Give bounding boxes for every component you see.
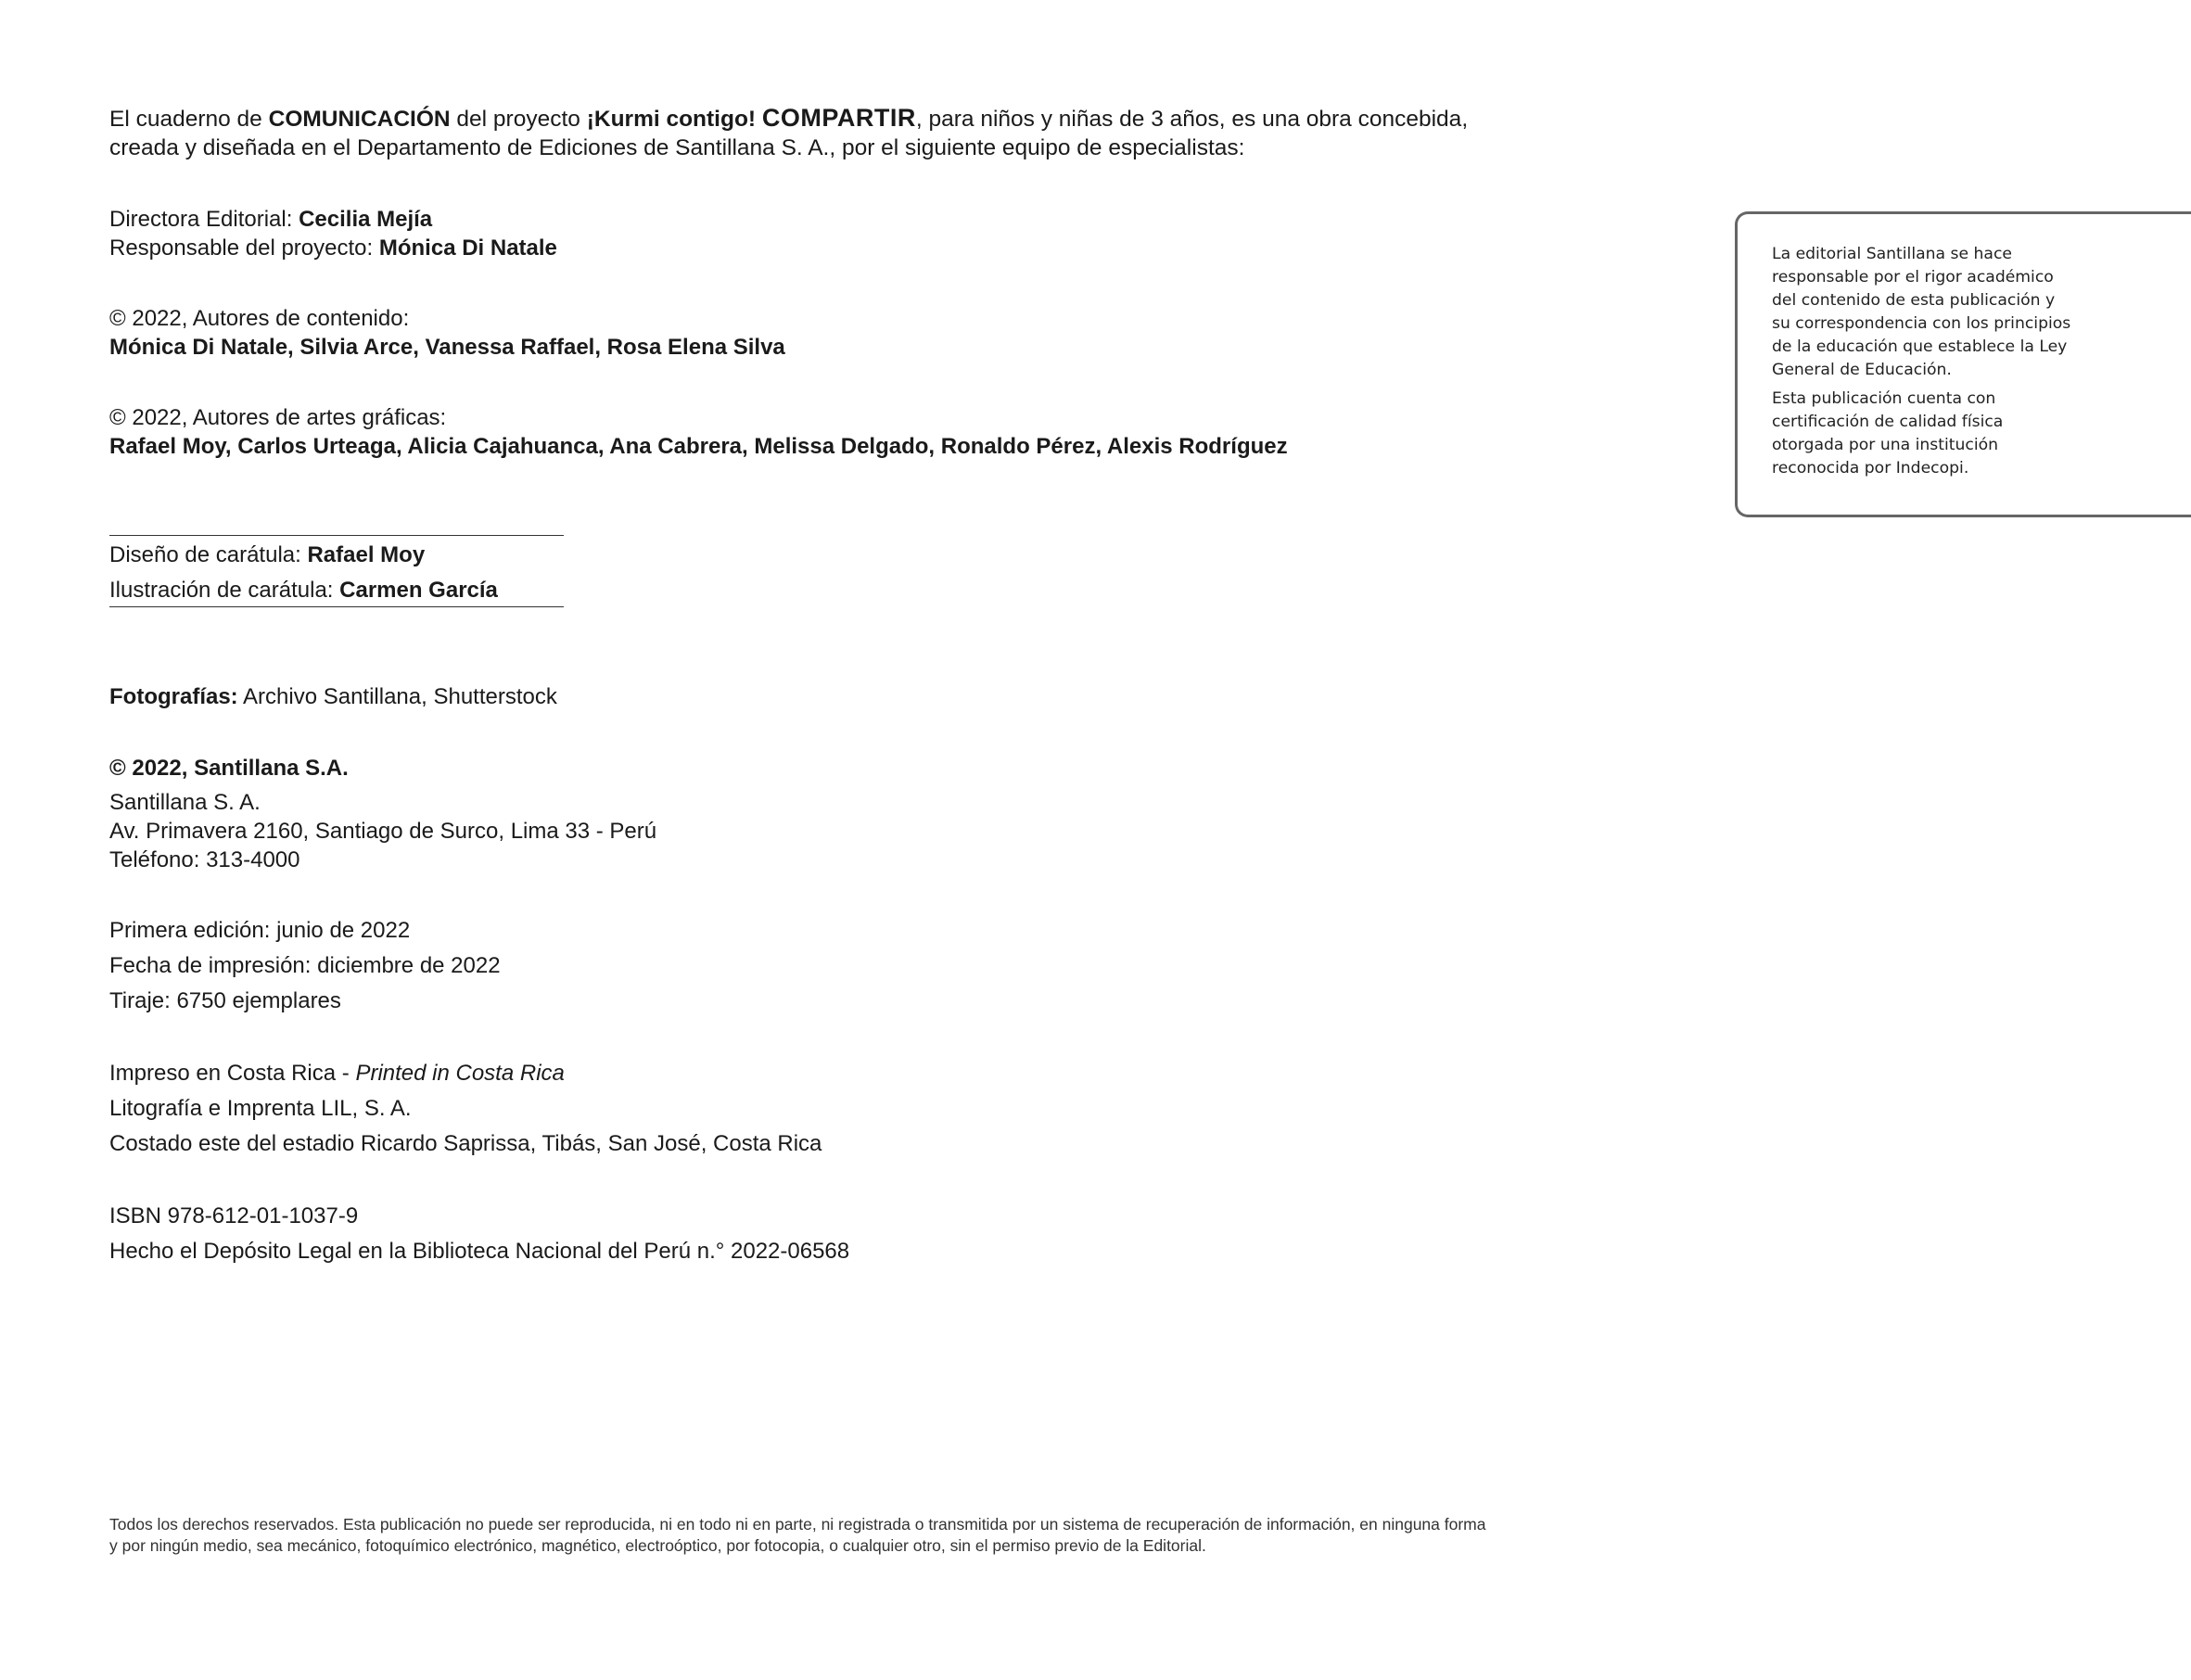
printed-in: Impreso en Costa Rica -	[109, 1061, 356, 1086]
publisher-phone: Teléfono: 313-4000	[109, 847, 300, 872]
rights-line-1: Todos los derechos reservados. Esta publicación no puede ser reproducida, ni en todo ni en parte, ni registrada o transmitida por un sistema de recuperación de información, en ninguna forma	[109, 1515, 1486, 1534]
publisher-address: Av. Primavera 2160, Santiago de Surco, Lima 33 - Perú	[109, 819, 657, 844]
printing-info	[109, 1056, 822, 1162]
photos-value: Archivo Santillana, Shutterstock	[237, 684, 557, 709]
divider	[109, 606, 564, 607]
rights-notice	[109, 1514, 1485, 1557]
cover-design-label: Diseño de carátula:	[109, 542, 308, 567]
content-authors-label: © 2022, Autores de contenido:	[109, 306, 410, 331]
first-edition: Primera edición: junio de 2022	[109, 918, 411, 943]
project-lead-name: Mónica Di Natale	[378, 235, 557, 261]
rights-line-2: y por ningún medio, sea mecánico, fotoquímico electrónico, magnético, electroóptico, por fotocopia, o cualquier otro, sin el permiso previo de la Editorial.	[109, 1536, 1206, 1555]
cover-design-name: Rafael Moy	[307, 542, 426, 567]
subject-name: COMUNICACIÓN	[268, 107, 451, 132]
printed-in-line	[109, 1056, 822, 1091]
photos-credit	[109, 682, 557, 711]
director-label: Directora Editorial:	[109, 207, 299, 232]
cover-illustration-label: Ilustración de carátula:	[109, 578, 340, 603]
printer-address: Costado este del estadio Ricardo Saprissa, Tibás, San José, Costa Rica	[109, 1131, 822, 1156]
responsibility-notice-text	[1772, 243, 2078, 486]
intro-text: El cuaderno de	[109, 107, 269, 132]
isbn-info	[109, 1199, 849, 1269]
cover-credits	[109, 538, 498, 608]
printed-in-english: Printed in Costa Rica	[355, 1061, 565, 1086]
printer-name: Litografía e Imprenta LIL, S. A.	[109, 1096, 412, 1121]
intro-line-1	[109, 104, 1468, 134]
graphic-authors	[109, 403, 1288, 461]
intro-line-2: creada y diseñada en el Departamento de Ediciones de Santillana S. A., por el siguiente equipo de especialistas:	[109, 135, 1245, 160]
graphic-authors-label: © 2022, Autores de artes gráficas:	[109, 405, 447, 430]
legal-deposit: Hecho el Depósito Legal en la Biblioteca Nacional del Perú n.° 2022-06568	[109, 1239, 850, 1264]
divider	[109, 535, 564, 536]
intro-text: del proyecto	[450, 107, 587, 132]
intro-text: , para niños y niñas de 3 años, es una obra concebida,	[915, 107, 1469, 132]
content-authors-names: Mónica Di Natale, Silvia Arce, Vanessa Raffael, Rosa Elena Silva	[109, 335, 785, 360]
content-authors	[109, 304, 785, 362]
isbn: ISBN 978-612-01-1037-9	[109, 1203, 359, 1228]
publisher-info	[109, 754, 656, 874]
director-line	[109, 205, 557, 234]
intro-paragraph	[109, 104, 1468, 162]
brand-name: COMPARTIR	[761, 104, 916, 132]
edition-info	[109, 913, 501, 1019]
director-name: Cecilia Mejía	[299, 207, 433, 232]
publisher-name: Santillana S. A.	[109, 790, 261, 815]
project-lead-label: Responsable del proyecto:	[109, 235, 379, 261]
publisher-copyright: © 2022, Santillana S.A.	[109, 756, 349, 781]
graphic-authors-names: Rafael Moy, Carlos Urteaga, Alicia Cajahuanca, Ana Cabrera, Melissa Delgado, Ronaldo Pérez, Alexis Rodríguez	[109, 434, 1288, 459]
print-date: Fecha de impresión: diciembre de 2022	[109, 953, 501, 978]
project-lead-line	[109, 234, 557, 262]
editorial-team	[109, 205, 557, 262]
cover-design-line	[109, 538, 498, 573]
cover-illustration-line	[109, 573, 498, 608]
project-name: ¡Kurmi contigo!	[586, 107, 757, 132]
cover-illustration-name: Carmen García	[339, 578, 498, 603]
print-run: Tiraje: 6750 ejemplares	[109, 988, 341, 1013]
notice-paragraph-2: Esta publicación cuenta con certificación de calidad física otorgada por una institución reconocida por Indecopi.	[1772, 389, 2004, 477]
notice-paragraph-1: La editorial Santillana se hace responsable por el rigor académico del contenido de esta publicación y su correspondencia con los principios de la educación que establece la Ley General de Educación.	[1772, 245, 2071, 379]
photos-line	[109, 682, 557, 711]
photos-label: Fotografías:	[109, 684, 238, 709]
